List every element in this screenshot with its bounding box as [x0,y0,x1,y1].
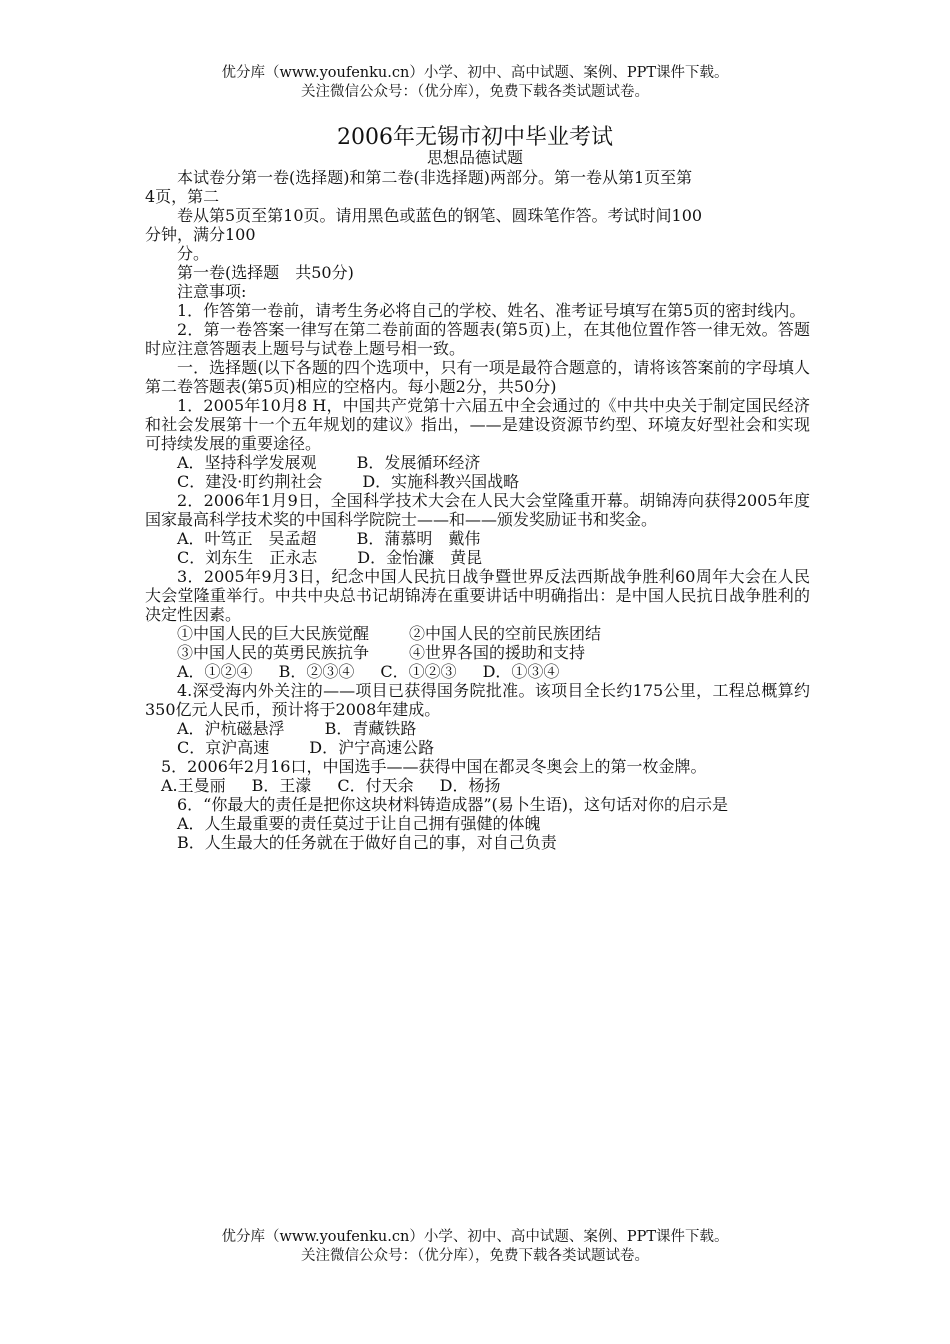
option-b: B．王濛 [251,776,312,795]
option-d: D．①③④ [482,662,560,681]
question-4-stem: 4.深受海内外关注的——项目已获得国务院批准。该项目全长约175公里，工程总概算约350亿元人民币，预计将于2008年建成。 [145,681,810,719]
option-b: B．发展循环经济 [356,453,481,472]
statement-1: ①中国人民的巨大民族觉醒 [177,624,370,643]
question-6-stem: 6．“你最大的责任是把你这块材料铸造成器”(易卜生语)，这句话对你的启示是 [177,795,729,814]
intro-line-1: 本试卷分第一卷(选择题)和第二卷(非选择题)两部分。第一卷从第1页至第 [177,168,693,187]
section-heading: 第一卷(选择题 共50分) [177,263,354,282]
statement-2: ②中国人民的空前民族团结 [409,624,602,643]
header-line-2: 关注微信公众号：（优分库），免费下载各类试题试卷。 [301,84,649,100]
question-3-statements-34 [145,643,810,662]
question-6-option-b: B．人生最大的任务就在于做好自己的事，对自己负责 [177,833,557,852]
question-4-options-ab [145,719,810,738]
part-one-instructions: 一．选择题(以下各题的四个选项中，只有一项是最符合题意的，请将该答案前的字母填人第二卷答题表(第5页)相应的空格内。每小题2分，共50分) [145,358,810,396]
statement-3: ③中国人民的英勇民族抗争 [177,643,370,662]
option-b: B．蒲慕明 戴伟 [356,529,481,548]
notice-title: 注意事项: [177,282,247,301]
intro-line-2: 4页，第二 [145,187,220,206]
question-3-statements-12 [145,624,810,643]
option-c: C．京沪高速 [177,738,270,757]
notice-item-2: 2．第一卷答案一律写在第二卷前面的答题表(第5页)上，在其他位置作答一律无效。答题时应注意答题表上题号与试卷上题号相一致。 [145,320,810,358]
option-b: B．青藏铁路 [324,719,417,738]
intro-line-5: 分。 [177,244,210,263]
option-a: A.王曼丽 [161,776,226,795]
footer-line-2: 关注微信公众号：（优分库），免费下载各类试题试卷。 [301,1248,649,1264]
option-c: C．付天余 [337,776,414,795]
statement-4: ④世界各国的援助和支持 [409,643,586,662]
option-d: D．金怡濂 黄昆 [357,548,483,567]
question-5-options [145,776,810,795]
option-d: D．实施科教兴国战略 [362,472,520,491]
question-1-options-cd [145,472,810,491]
question-5-stem: 5．2006年2月16口，中国选手——获得中国在都灵冬奥会上的第一枚金牌。 [161,757,707,776]
option-b: B．②③④ [278,662,355,681]
question-6-option-a: A．人生最重要的责任莫过于让自己拥有强健的体魄 [177,814,541,833]
question-2-options-ab [145,529,810,548]
exam-title: 2006年无锡市初中毕业考试 [337,125,613,150]
option-a: A．沪杭磁悬浮 [177,719,285,738]
intro-line-3: 卷从第5页至第10页。请用黑色或蓝色的钢笔、圆珠笔作答。考试时间100 [177,206,703,225]
question-2-stem: 2．2006年1月9日，全国科学技术大会在人民大会堂隆重开幕。胡锦涛向获得2005年度国家最高科学技术奖的中国科学院院士——和——颁发奖励证书和奖金。 [145,491,810,529]
question-1-options-ab [145,453,810,472]
exam-subtitle: 思想品德试题 [426,148,523,167]
page-footer [0,1228,950,1266]
option-a: A．叶笃正 吴孟超 [177,529,317,548]
header-line-1: 优分库（www.youfenku.cn）小学、初中、高中试题、案例、PPT课件下载。 [221,65,729,81]
question-2-options-cd [145,548,810,567]
footer-line-1: 优分库（www.youfenku.cn）小学、初中、高中试题、案例、PPT课件下载。 [221,1229,729,1245]
question-3-stem: 3．2005年9月3日，纪念中国人民抗日战争暨世界反法西斯战争胜利60周年大会在人民大会堂隆重举行。中共中央总书记胡锦涛在重要讲话中明确指出：是中国人民抗日战争胜利的决定性因素。 [145,567,810,624]
intro-line-4: 分钟，满分100 [145,225,256,244]
option-c: C．刘东生 正永志 [177,548,318,567]
option-d: D．沪宁高速公路 [309,738,435,757]
question-3-options [145,662,810,681]
option-a: A．①②④ [177,662,253,681]
option-d: D．杨扬 [439,776,501,795]
document-body [145,168,810,852]
question-4-options-cd [145,738,810,757]
option-c: C．①②③ [380,662,457,681]
question-1-stem: 1．2005年10月8 H，中国共产党第十六届五中全会通过的《中共中央关于制定国民经济和社会发展第十一个五年规划的建议》指出，——是建设资源节约型、环境友好型社会和实现可持续发展的重要途径。 [145,396,810,453]
notice-item-1: 1．作答第一卷前，请考生务必将自己的学校、姓名、准考证号填写在第5页的密封线内。 [177,301,806,320]
option-c: C．建没·盯约荆社会 [177,472,323,491]
option-a: A．坚持科学发展观 [177,453,317,472]
page-header [0,64,950,102]
